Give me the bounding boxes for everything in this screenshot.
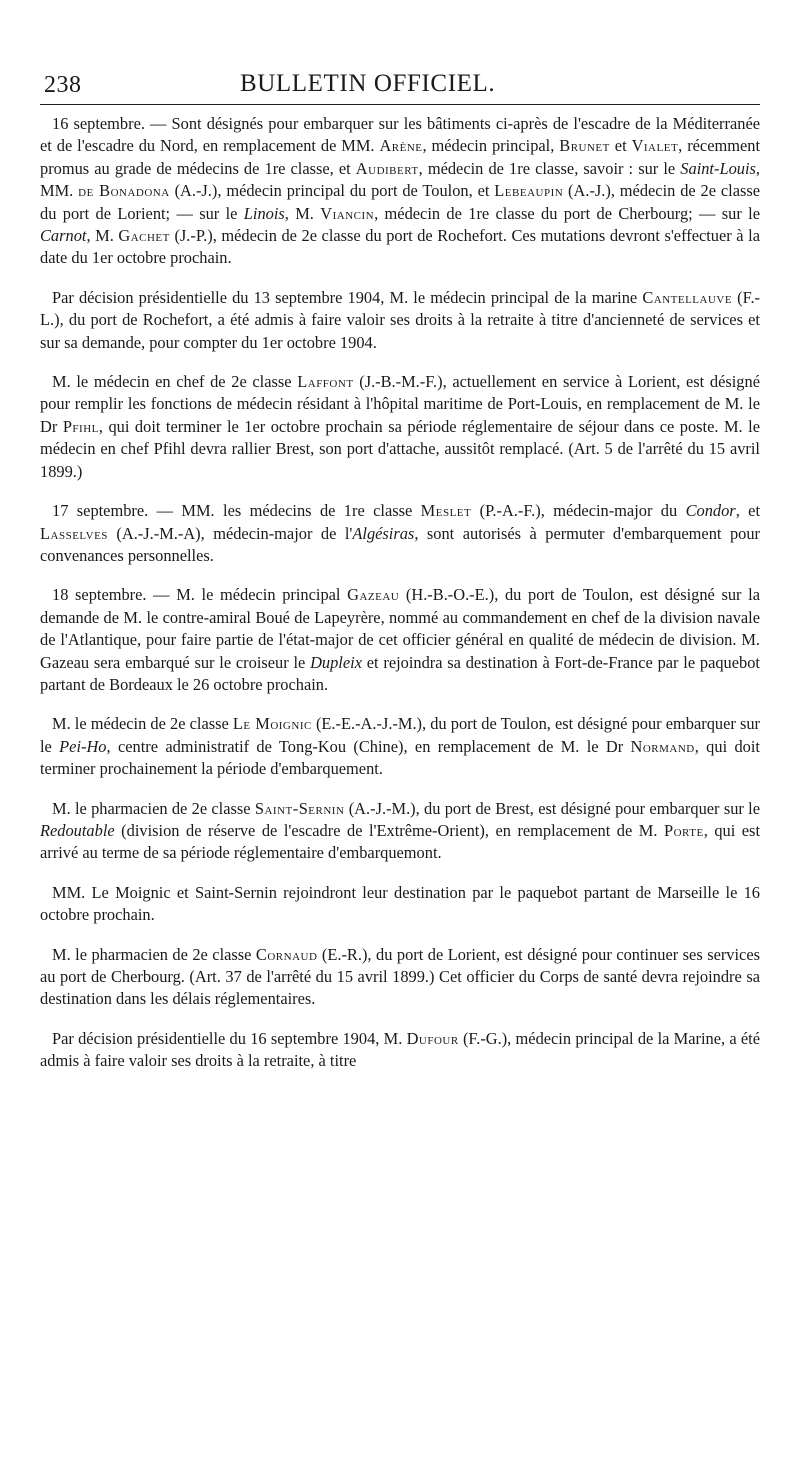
paragraph xyxy=(40,1028,760,1073)
paragraph-text: (J.-B.-M.-F.), actuellement en service à Lorient, est désigné pour remplir les fonctions de médecin résidant à l'hôpital maritime de Port-Louis, en remplacement de M. le Dr xyxy=(40,372,760,436)
paragraph-text: MM. Le Moignic et Saint-Sernin rejoindront leur destination par le paquebot partant de Marseille le 16 octobre prochain. xyxy=(40,882,760,925)
paragraph xyxy=(40,798,760,865)
paragraph-text: et rejoindra sa destination à Fort-de-France par le paquebot partant de Bordeaux le 26 octobre prochain. xyxy=(40,652,760,694)
person-name: Lebeaupin xyxy=(494,181,564,201)
ship-name: Carnot xyxy=(40,226,87,246)
person-name: Le Moignic xyxy=(232,714,312,734)
paragraph-text: , qui est arrivé au terme de sa période réglementaire d'embarquemont. xyxy=(40,820,760,863)
paragraph-text: (E.-R.), du port de Lorient, est désigné pour continuer ses services au port de Cherbourg. (Art. 37 de l'arrêté du 15 avril 1899.) Cet officier du Corps de santé devra rejoindre sa destination dans les délais réglementaires. xyxy=(40,944,760,1009)
document-body xyxy=(40,113,760,1090)
paragraph-text: , récemment promus au grade de médecins de 1re classe, et xyxy=(40,136,760,178)
paragraph-text: Par décision présidentielle du 16 septembre 1904, M. xyxy=(52,1028,407,1048)
person-name: Arène xyxy=(379,136,423,156)
person-name: Lasselves xyxy=(40,523,108,543)
paragraph-text: (J.-P.), médecin de 2e classe du port de Rochefort. Ces mutations devront s'effectuer à la date du 1er octobre prochain. xyxy=(40,226,760,268)
paragraph-text: (E.-E.-A.-J.-M.), du port de Toulon, est désigné pour embarquer sur le xyxy=(40,714,760,756)
person-name: Meslet xyxy=(420,501,472,521)
paragraph xyxy=(40,882,760,927)
paragraph-text: Par décision présidentielle du 13 septembre 1904, M. le médecin principal de la marine xyxy=(52,287,643,307)
page-number: 238 xyxy=(44,72,82,98)
paragraph-text: (A.-J.), médecin principal du port de Toulon, et xyxy=(169,181,495,201)
person-name: de Bonadona xyxy=(78,181,170,201)
paragraph-text: , sont autorisés à permuter d'embarquement pour convenances personnelles. xyxy=(40,523,760,565)
person-name: Vialet xyxy=(631,136,679,156)
ship-name: Dupleix xyxy=(310,652,362,672)
person-name: Gachet xyxy=(118,226,170,246)
paragraph-text: (A.-J.), médecin de 2e classe du port de Lorient; — sur le xyxy=(40,181,761,223)
paragraph-text: (A.-J.-M.), du port de Brest, est désigné pour embarquer sur le xyxy=(344,798,760,818)
paragraph xyxy=(40,713,760,780)
running-title: BULLETIN OFFICIEL. xyxy=(240,70,496,97)
paragraph-text: (H.-B.-O.-E.), du port de Toulon, est désigné sur la demande de M. le contre-amiral Boué de Lapeyrère, nommé au commandement en chef de la division navale de l'Atlantique, pour faire partie de l'état-major de cet officier général en qualité de médecin de division. M. Gazeau sera embarqué sur le croiseur le xyxy=(40,585,760,672)
paragraph-text: , centre administratif de Tong-Kou (Chine), en remplacement de M. le Dr xyxy=(106,736,631,756)
person-name: Pfihl xyxy=(62,416,99,436)
person-name: Normand xyxy=(630,736,695,756)
person-name: Gazeau xyxy=(347,585,400,605)
paragraph-text: , médecin principal, xyxy=(422,136,560,156)
ship-name: Condor xyxy=(685,501,736,521)
paragraph-text: 16 septembre. — Sont désignés pour embarquer sur les bâtiments ci-après de l'escadre de la Méditerranée et de l'escadre du Nord, en remplacement de MM. xyxy=(40,114,760,156)
ship-name: Pei-Ho xyxy=(59,736,107,756)
person-name: Viancin xyxy=(320,203,375,223)
person-name: Laffont xyxy=(297,372,354,392)
paragraph-text: (F.-G.), médecin principal de la Marine, a été admis à faire valoir ses droits à la retraite, à titre xyxy=(40,1028,761,1071)
paragraph xyxy=(40,371,760,483)
paragraph-text: , médecin de 1re classe, savoir : sur le xyxy=(418,158,681,178)
paragraph-text: 18 septembre. — M. le médecin principal xyxy=(52,585,348,605)
person-name: Cornaud xyxy=(255,944,318,964)
paragraph xyxy=(40,500,760,567)
person-name: Cantellauve xyxy=(642,287,733,307)
paragraph-text: , qui doit terminer prochainement la période d'embarquement. xyxy=(40,736,760,779)
person-name: Dufour xyxy=(406,1028,459,1048)
paragraph-text: et xyxy=(609,136,632,156)
ship-name: Linois xyxy=(243,203,285,223)
person-name: Saint-Sernin xyxy=(254,798,345,818)
person-name: Audibert xyxy=(355,158,419,178)
paragraph-text: , M. xyxy=(284,203,321,223)
paragraph-text: (A.-J.-M.-A), médecin-major de l' xyxy=(107,523,353,543)
paragraph-text: , médecin de 1re classe du port de Cherbourg; — sur le xyxy=(374,203,761,223)
paragraph xyxy=(40,584,760,696)
paragraph xyxy=(40,113,760,270)
paragraph-text: (F.-L.), du port de Rochefort, a été admis à faire valoir ses droits à la retraite à titre d'ancienneté de services et sur sa demande, pour compter du 1er octobre 1904. xyxy=(40,287,760,352)
paragraph-text: 17 septembre. — MM. les médecins de 1re classe xyxy=(52,501,421,521)
ship-name: Saint-Louis xyxy=(680,158,756,178)
paragraph xyxy=(40,287,760,354)
paragraph-text: , MM. xyxy=(40,158,760,201)
paragraph-text: (division de réserve de l'escadre de l'Extrême-Orient), en remplacement de M. xyxy=(114,820,664,840)
paragraph-text: , qui doit terminer le 1er octobre prochain sa période réglementaire de séjour dans ce poste. M. le médecin en chef Pfihl devra rallier Brest, son port d'attache, aussitôt remplacé. (Art. 5 de l'arrêté du 15 avril 1899.) xyxy=(40,416,760,481)
ship-name: Redoutable xyxy=(40,820,115,840)
paragraph-text: M. le médecin de 2e classe xyxy=(52,714,233,734)
paragraph-text: M. le pharmacien de 2e classe xyxy=(52,798,255,818)
paragraph-text: , et xyxy=(735,501,761,521)
person-name: Brunet xyxy=(559,136,610,156)
ship-name: Algésiras xyxy=(352,523,415,543)
person-name: Porte xyxy=(664,820,704,840)
paragraph-text: M. le médecin en chef de 2e classe xyxy=(52,372,298,392)
page-header xyxy=(40,68,760,105)
paragraph-text: (P.-A.-F.), médecin-major du xyxy=(471,501,686,521)
paragraph-text: M. le pharmacien de 2e classe xyxy=(52,944,256,964)
paragraph xyxy=(40,944,760,1011)
paragraph-text: , M. xyxy=(86,226,119,246)
